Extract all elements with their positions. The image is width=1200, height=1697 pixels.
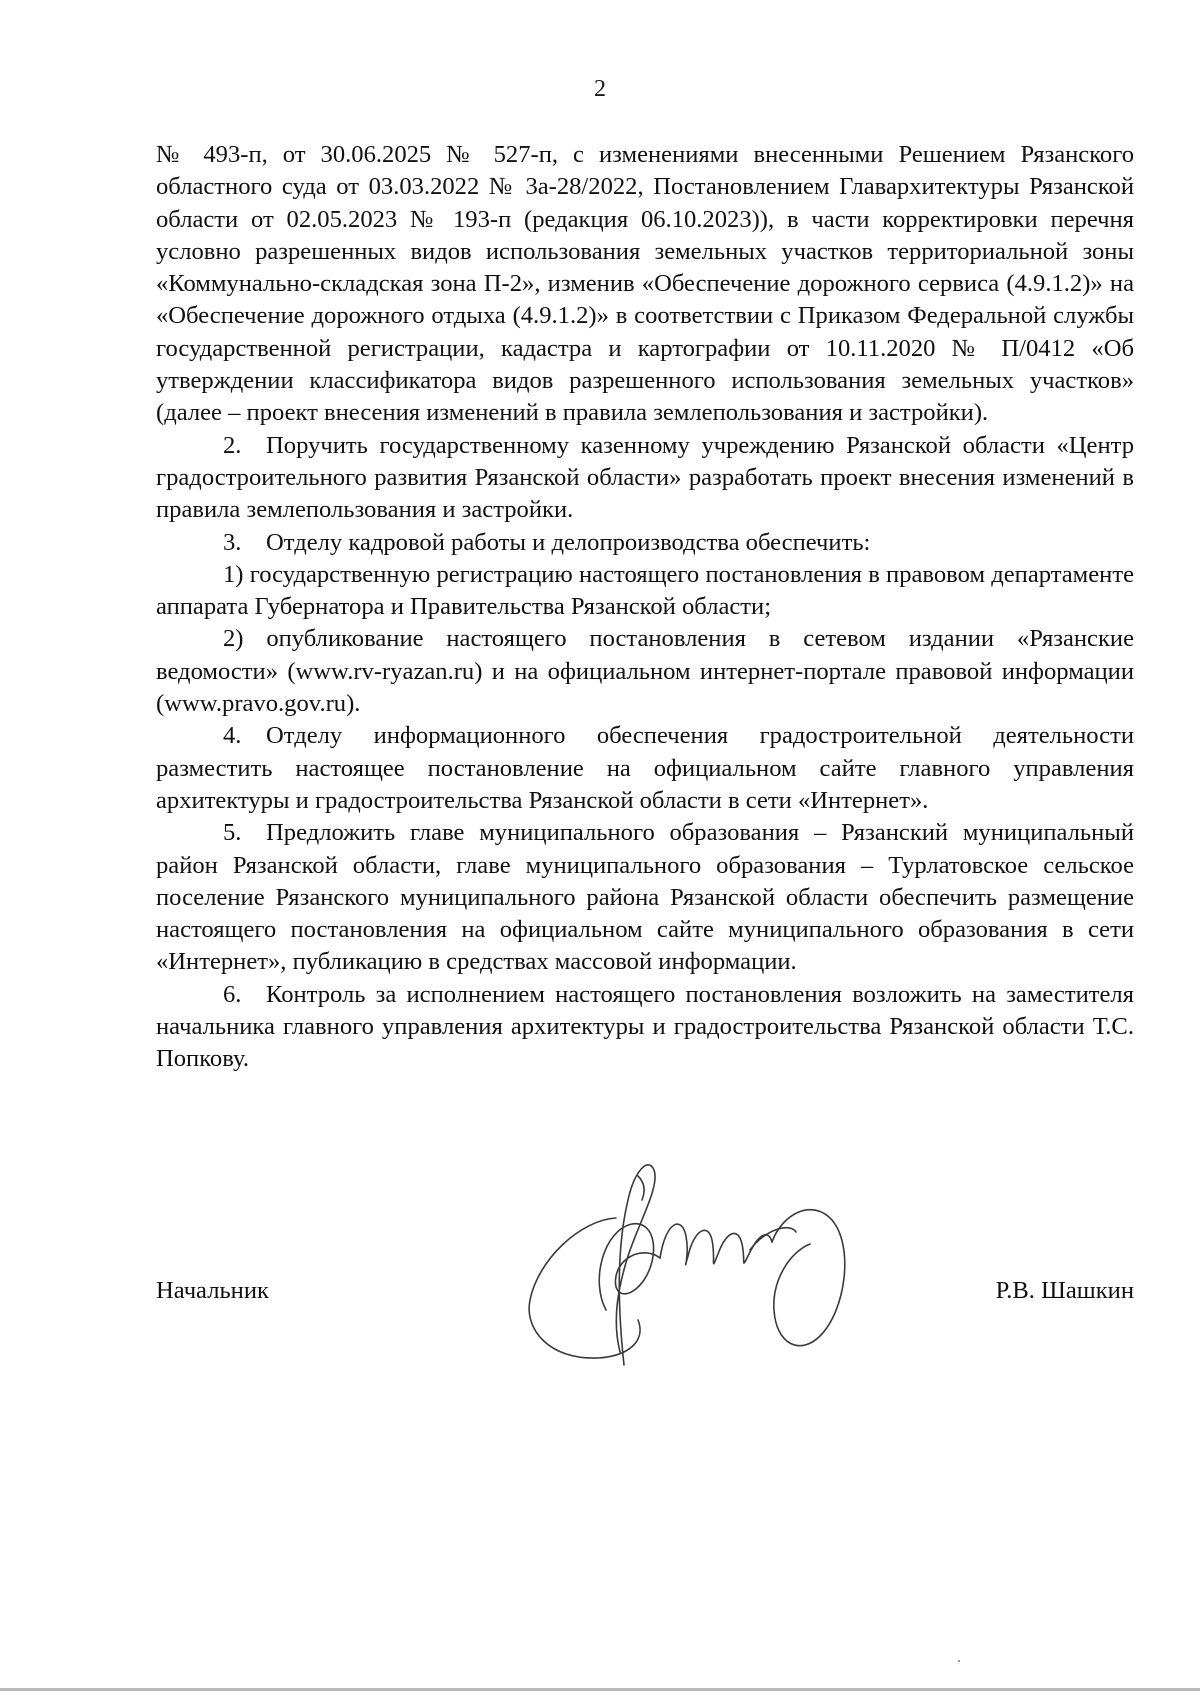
paragraph-item-2: 2. Поручить государственному казенному учреждению Рязанской области «Центр градостроительного развития Рязанской области» разработать проект внесения изменений в правила землепользования и застройки.: [156, 431, 1134, 524]
paragraph-continuation: № 493-п, от 30.06.2025 № 527-п, с изменениями внесенными Решением Рязанского областного суда от 03.03.2022 № 3а-28/2022, Постановлением Главархитектуры Рязанской области от 02.05.2023 № 193-п (редакция 06.10.2023)), в части корректировки перечня условно разрешенных видов использования земельных участков территориальной зоны «Коммунально-складская зона П-2», изменив «Обеспечение дорожного сервиса (4.9.1.2)» на «Обеспечение дорожного отдыха (4.9.1.2)» в соответствии с Приказом Федеральной службы государственной регистрации, кадастра и картографии от 10.11.2020 № П/0412 «Об утверждении классификатора видов разрешенного использования земельных участков» (далее – проект внесения изменений в правила землепользования и застройки).: [156, 141, 1134, 427]
paragraph-subitem-3-1: 1) государственную регистрацию настоящего постановления в правовом департаменте аппарата Губернатора и Правительства Рязанской области;: [156, 560, 1134, 621]
handwritten-signature: [520, 1160, 860, 1375]
signer-position: Начальник: [156, 1277, 269, 1304]
signer-name: Р.В. Шашкин: [995, 1277, 1134, 1304]
paragraph-item-3: 3. Отделу кадровой работы и делопроизводства обеспечить:: [223, 528, 871, 556]
document-body: [156, 139, 1134, 1076]
page-number: 2: [594, 76, 606, 102]
paragraph-item-6: 6. Контроль за исполнением настоящего постановления возложить на заместителя начальника главного управления архитектуры и градостроительства Рязанской области Т.С. Попкову.: [156, 980, 1134, 1073]
paragraph-item-4: 4. Отделу информационного обеспечения градостроительной деятельности разместить настоящее постановление на официальном сайте главного управления архитектуры и градостроительства Рязанской области в сети «Интернет».: [156, 722, 1134, 814]
paragraph-item-5: 5. Предложить главе муниципального образования – Рязанский муниципальный район Рязанской области, главе муниципального образования – Турлатовское сельское поселение Рязанского муниципального района Рязанской области обеспечить размещение настоящего постановления на официальном сайте муниципального образования в сети «Интернет», публикацию в средствах массовой информации.: [156, 819, 1134, 976]
paragraph-subitem-3-2: 2) опубликование настоящего постановления в сетевом издании «Рязанские ведомости» (www.rv-ryazan.ru) и на официальном интернет-портале правовой информации (www.pravo.gov.ru).: [156, 625, 1134, 718]
scan-bottom-edge: [0, 1688, 1200, 1691]
scan-speck: [958, 1660, 960, 1662]
